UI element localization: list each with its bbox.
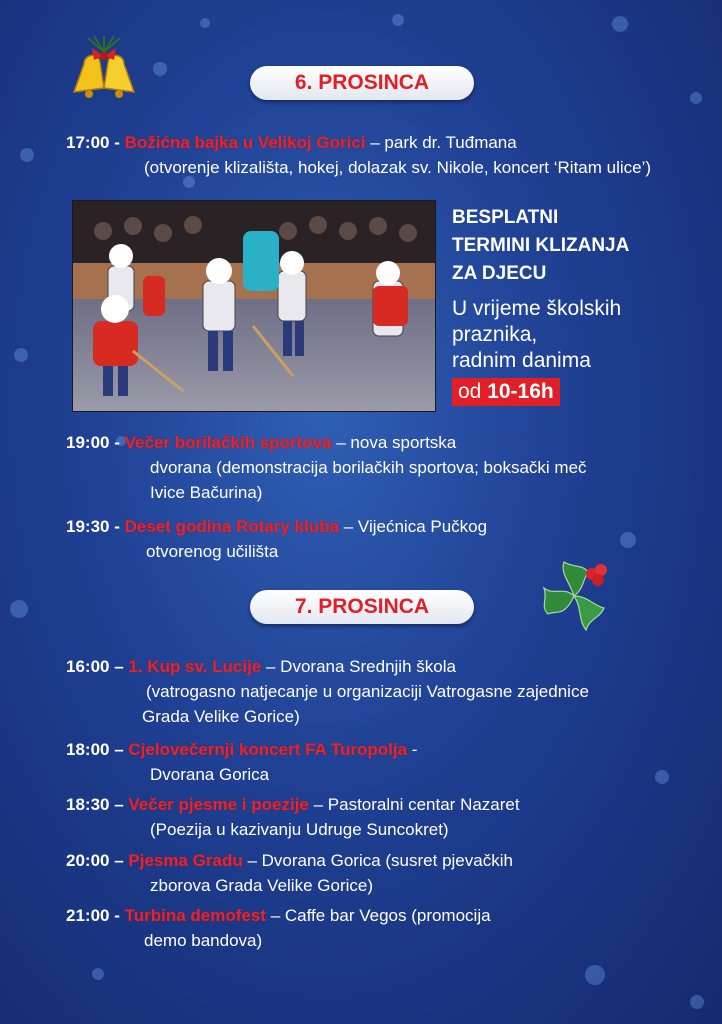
event-location: – Dvorana Srednjih škola — [261, 657, 456, 676]
event-item — [66, 737, 706, 787]
event-separator: – — [109, 851, 129, 870]
section-date-badge — [250, 66, 474, 100]
event-title: 1. Kup sv. Lucije — [128, 657, 262, 676]
event-title: Turbina demofest — [124, 906, 266, 925]
bells-icon — [64, 36, 144, 106]
event-title: Večer pjesme i poezije — [128, 795, 309, 814]
event-location: – Vijećnica Pučkog — [339, 517, 488, 536]
skating-sub-line: praznika, — [452, 323, 538, 346]
bokeh-dot — [585, 965, 605, 985]
event-separator: - — [109, 133, 125, 152]
event-time: 21:00 — [66, 906, 110, 925]
event-separator: - — [109, 906, 125, 925]
badge-hours: 10-16h — [487, 380, 554, 403]
event-details: demo bandova) — [144, 931, 263, 950]
bokeh-dot — [392, 14, 404, 26]
skating-hours-badge — [452, 378, 560, 406]
event-item — [66, 792, 706, 842]
skating-headline-line: ZA DJECU — [452, 263, 547, 284]
event-item — [66, 430, 706, 505]
bokeh-dot — [153, 62, 167, 76]
event-details: Dvorana Gorica — [150, 765, 270, 784]
event-separator: - — [109, 433, 125, 452]
holly-icon — [534, 556, 616, 642]
badge-prefix: od — [458, 380, 488, 403]
event-location: – Pastoralni centar Nazaret — [308, 795, 520, 814]
bokeh-dot — [20, 148, 34, 162]
event-time: 18:00 — [66, 740, 110, 759]
event-details: (Poezija u kazivanju Udruge Suncokret) — [150, 820, 449, 839]
skating-info — [452, 204, 692, 406]
event-time: 17:00 — [66, 133, 110, 152]
section-date-badge — [250, 590, 474, 624]
event-time: 18:30 — [66, 795, 110, 814]
hockey-photo — [72, 200, 436, 412]
event-location: – nova sportska — [331, 433, 457, 452]
bokeh-dot — [612, 16, 628, 32]
event-time: 16:00 — [66, 657, 110, 676]
event-title: Deset godina Rotary kluba — [124, 517, 340, 536]
event-location: – Caffe bar Vegos (promocija — [265, 906, 491, 925]
event-details: (vatrogasno natjecanje u organizaciji Vatrogasne zajednice — [146, 682, 589, 701]
bokeh-dot — [14, 348, 28, 362]
event-details: Grada Velike Gorice) — [142, 707, 300, 726]
event-separator: – — [109, 795, 129, 814]
skating-headline-line: BESPLATNI — [452, 207, 559, 228]
event-item — [66, 654, 706, 729]
event-details: zborova Grada Velike Gorice) — [150, 876, 373, 895]
event-time: 19:30 — [66, 517, 110, 536]
skating-headline-line: TERMINI KLIZANJA — [452, 235, 630, 256]
event-time: 20:00 — [66, 851, 110, 870]
event-details: otvorenog učilišta — [146, 542, 279, 561]
bokeh-dot — [200, 18, 210, 28]
skating-sub-line: U vrijeme školskih — [452, 297, 622, 320]
event-location: – park dr. Tuđmana — [365, 133, 517, 152]
event-separator: – — [109, 657, 129, 676]
event-item — [66, 130, 706, 180]
event-item — [66, 903, 706, 953]
section-date-label: 6. PROSINCA — [294, 71, 430, 94]
bokeh-dot — [690, 92, 702, 104]
event-title: Cjelovečernji koncert FA Turopolja — [128, 740, 408, 759]
bokeh-dot — [690, 995, 704, 1009]
event-time: 19:00 — [66, 433, 110, 452]
event-details: dvorana (demonstracija borilačkih sportova; boksački meč — [150, 458, 587, 477]
bokeh-dot — [92, 968, 104, 980]
event-location: - — [407, 740, 418, 759]
event-title: Pjesma Gradu — [128, 851, 243, 870]
event-location: – Dvorana Gorica (susret pjevačkih — [242, 851, 513, 870]
section-date-label: 7. PROSINCA — [294, 595, 430, 618]
event-title: Božićna bajka u Velikoj Gorici — [124, 133, 366, 152]
event-details: Ivice Bačurina) — [150, 483, 263, 502]
event-separator: - — [109, 517, 125, 536]
event-details: (otvorenje klizališta, hokej, dolazak sv. Nikole, koncert ‘Ritam ulice’) — [144, 158, 652, 177]
event-item — [66, 848, 706, 898]
skating-sub-line: radnim danima — [452, 349, 591, 372]
event-separator: – — [109, 740, 129, 759]
bokeh-dot — [10, 600, 28, 618]
event-title: Večer borilačkih sportova — [124, 433, 332, 452]
